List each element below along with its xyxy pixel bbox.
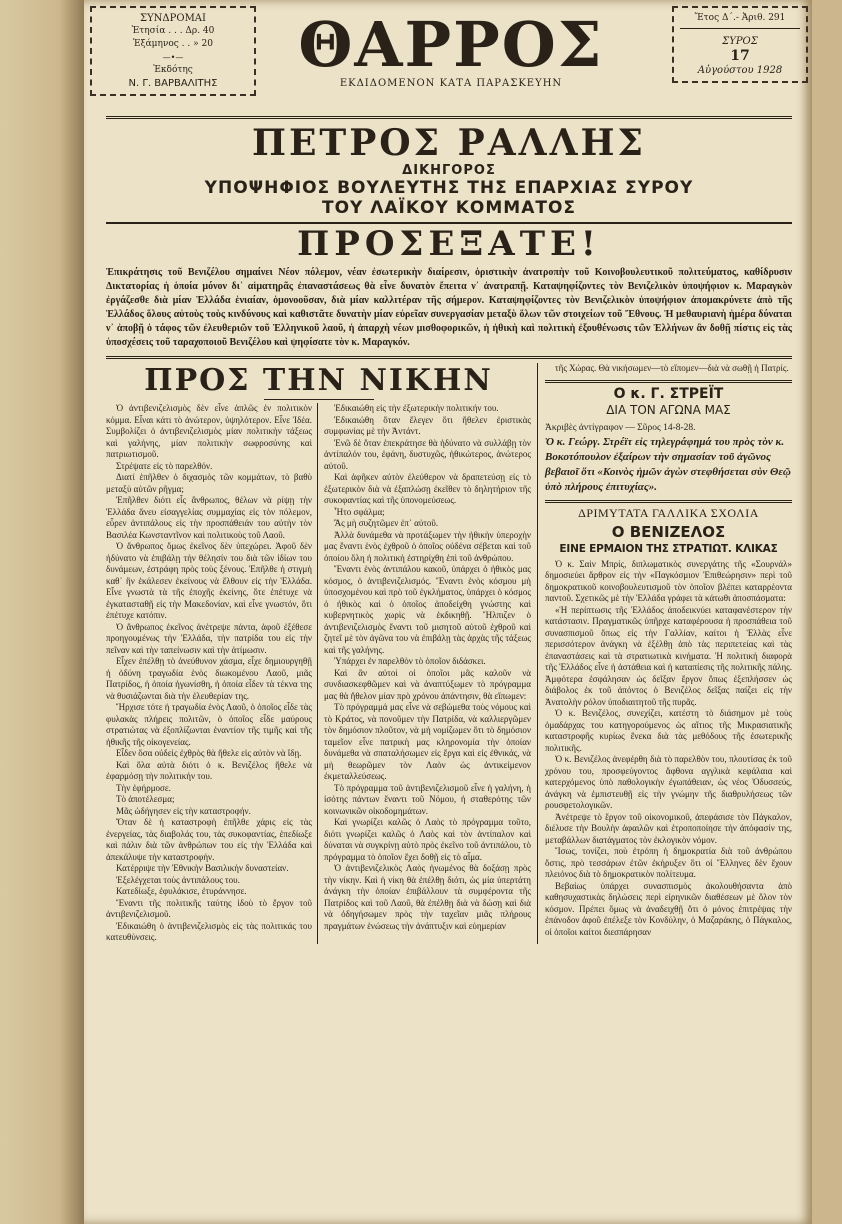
paragraph: Ὁ ἄνθρωπος ὅμως ἐκεῖνος δὲν ὑπεχώρει. Ἀφοῦ δὲν ἠδύνατο νὰ ἐπιβάλῃ τὴν θέλησίν του διὰ τῶν ἰδίων του δυνάμεων, ἐστράφη πρὸς τοὺς ξένους. Ἐπῆλθε ἡ στιγμὴ καθ᾿ ἣν ἐκάλεσεν ἐκείνους νὰ ἔλθουν εἰς τὴν Ἑλλάδα. Εἶνε γνωστὰ τὰ τῆς ἐποχῆς ἐκείνης, ὅτε ἐπέτυχε νὰ ἐγκατασταθῇ εἰς τὴν Μακεδονίαν, καὶ εἶνε γνωστόν, ὅτι ἐπέτυχε κατόπιν. bbox=[106, 541, 312, 620]
divider bbox=[264, 399, 374, 400]
paragraph: Ὁ κ. Βενιζέλος, συνεχίζει, κατέστη τὸ διάσημον μὲ τοὺς ὁμαδάρχας του κατηγορούμενος ὡς αἴτιος τῆς Μικρασιατικῆς καταστροφῆς κυρίως ἕνεκα διὰ τὰς μεθόδους τῆς ἐσωτερικῆς πολιτικῆς. bbox=[545, 708, 792, 753]
paragraph: Τὸ πρόγραμμα τοῦ ἀντιβενιζελισμοῦ εἶνε ἡ γαλήνη, ἡ ἰσότης πάντων ἔναντι τοῦ Νόμου, ἡ σταθερότης τῶν κοινωνικῶν οἰκοδομημάτων. bbox=[324, 782, 531, 816]
paragraph: Καὶ ὅλα αὐτὰ διότι ὁ κ. Βενιζέλος ἤθελε νὰ ἐφαρμόσῃ τὴν πολιτικήν του. bbox=[106, 759, 312, 781]
article1-continuation bbox=[545, 363, 792, 375]
scan-margin bbox=[0, 0, 84, 1224]
article3-subtitle: ΕΙΝΕ ΕΡΜΑΙΟΝ ΤΗΣ ΣΤΡΑΤΙΩΤ. ΚΛΙΚΑΣ bbox=[559, 542, 778, 555]
article1 bbox=[106, 363, 538, 944]
paragraph: Κατέρριψε τὴν Ἐθνικὴν Βασιλικὴν δυναστείαν. bbox=[116, 863, 289, 873]
paragraph: Μᾶς ὡδήγησεν εἰς τὴν καταστροφήν. bbox=[116, 805, 251, 816]
article-column-1 bbox=[106, 403, 318, 944]
paragraph: Ἔναντι ἑνὸς ἀντιπάλου κακοῦ, ὑπάρχει ὁ ἠθικὸς μας κόσμος, ὁ ἀντιβενιζελισμός. Ἔναντι ἑνὸς κόσμου μὴ ὑποσχομένου καὶ πρὸ τοῦ ἐγκλήματος, ὑπάρχει ὁ κόσμος ὁ ἠθικὸς καὶ ὁ ὁποῖος ἀποδείχθη γνώστης καὶ κυβερνητικὸς χωρὶς νὰ ἐκδικηθῇ. Ἤλπιζεν ὁ ἀντιβενιζελισμὸς ἔναντι τοῦ μισητοῦ αὐτοῦ ἐχθροῦ καὶ ζητεῖ μὲ τὸν ἀγῶνα του νὰ ἐπιβάλῃ τὰς ἀρχὰς τῆς τάξεως καὶ τῆς γαλήνης. bbox=[324, 564, 531, 655]
article1-body bbox=[106, 403, 531, 944]
paragraph: τῆς Χώρας. Θὰ νικήσωμεν—τὸ εἴπομεν—διὰ νὰ σωθῇ ἡ Πατρίς. bbox=[555, 363, 789, 373]
issue-day: 17 bbox=[730, 48, 750, 64]
paragraph: Τὸ πρόγραμμά μας εἶνε νὰ σεβώμεθα τοὺς νόμους καὶ τὸ Κράτος, νὰ πονοῦμεν τὴν Πατρίδα, νὰ καλλιεργῶμεν τὸν δημόσιον πλοῦτον, νὰ μὴ νομίζωμεν ὅτι τὸ δημόσιον ταμεῖον εἶνε πατρικὴ μας κληρονομία τὴν ὁποίαν δυνάμεθα νὰ σπαταλήσωμεν εἰς ἔργα καὶ εἰς ἐθνικάς, νὰ μὴ θεωρῶμεν τὸν Λαὸν ὡς ἀντικείμενον ἐκμεταλλεύσεως. bbox=[324, 702, 531, 781]
paragraph: Ἔναντι τῆς πολιτικῆς ταύτης ἰδοὺ τὸ ἔργον τοῦ ἀντιβενιζελισμοῦ. bbox=[106, 897, 312, 919]
paragraph: Τὴν ἐφήρμοσε. bbox=[116, 782, 171, 793]
newspaper-page bbox=[84, 0, 812, 1224]
paragraph: Ἐδικαιώθη ὁ ἀντιβενιζελισμὸς εἰς τὰς πολιτικάς του κατευθύνσεις. bbox=[106, 920, 312, 942]
paragraph: Βεβαίως ὑπάρχει συνασπισμὸς ἀκολουθήσαντα ἀπὸ καθησυχαστικὰς δηλώσεις περὶ εἰρηνικῶν διαθέσεων μὲ ὅλον τὸν κόσμον. Πρέπει ὅμως νὰ ἀναδειχθῇ ὅτι ὁ μόνος ἐπιτρέψας τὴν ἐπάνοδον ἀφοῦ ἐπέλεξε τὸν Κονδύλην, ὁ Μαζαράκης, ὁ Πάγκαλος, οἱ ὁποῖοι καίτοι διεσπάρησαν bbox=[545, 880, 792, 937]
candidate-notice bbox=[106, 123, 792, 218]
paragraph: Ἀνέτρεψε τὸ ἔργον τοῦ οἰκονομικοῦ, ἀπεφάσισε τὸν Πάγκαλον, διέλυσε τὴν Βουλὴν ἀφαιλῶν καὶ ἐτροποποίησε τὴν ἀπόφασίν της, μεταβάλλων διατάγματος τὸν ἐκλογικὸν νόμον. bbox=[545, 811, 792, 845]
divider bbox=[545, 500, 792, 503]
subscription-box bbox=[90, 6, 256, 96]
paragraph: Ὑπάρχει ἐν παρελθὸν τὸ ὁποῖον διδάσκει. bbox=[334, 656, 486, 666]
article-title-pros-tin-nikin: ΠΡΟΣ ΤΗΝ ΝΙΚΗΝ bbox=[144, 363, 493, 398]
paragraph: Ὁ κ. Σαὶν Μπρίς, διπλωματικὸς συνεργάτης τῆς «Σουρνάλ» δημοσιεύει ἄρθρον εἰς τὴν «Παγκόσμιον Ἐπιθεώρησιν» περὶ τοῦ δημοκρατικοῦ κοινοβουλευτισμοῦ τὸν ὁποῖον βλέπει καταρρέοντα παντοῦ. Σχετικῶς μὲ τὴν Ἑλλάδα γράφει τὰ κάτωθι ἀποσπάσματα: bbox=[545, 558, 792, 603]
paragraph: Ὁ κ. Βενιζέλος ἀνεφέρθη διὰ τὸ παρελθὸν του, πλουτίσας ἐκ τοῦ χρόνου του, προσφεύγοντος ἄφθονα αγγλικὰ κεφάλαια καὶ κατερχόμενος ὑπὸ παθολογικὴν ἐγωπάθειαν, ὡς νέος Ὀδυσσεύς, ἀνάγκη νὰ ἐμπιστευθῇ εἰς τὴν γνώμην τῆς διαθρυλήσεως τῶν ρουσφετολογικῶν. bbox=[545, 754, 792, 810]
paragraph: Διατί ἐπῆλθεν ὁ διχασμὸς τῶν κομμάτων, τὸ βαθὺ μεταξὺ αὐτῶν ρῆγμα; bbox=[106, 472, 312, 494]
candidate-line2: ΤΟΥ ΛΑΪΚΟΥ ΚΟΜΜΑΤΟΣ bbox=[321, 198, 577, 218]
article-column-2 bbox=[318, 403, 531, 944]
column-3 bbox=[538, 363, 792, 944]
paragraph: Ἐπῆλθεν διότι εἷς ἄνθρωπος, θέλων νὰ ρίψῃ τὴν Ἑλλάδα ἄνευ εἰσαγγελίας συμμαχίας εἰς τὸν πόλεμον, εὗρεν ἀντιπάλους εἰς τὴν προσπάθειάν του αὐτὴν τὸν Βασιλέα Κωνσταντῖνον καὶ πολιτικοὺς τοῦ Λαοῦ. bbox=[106, 495, 312, 540]
paragraph: Κατεδίωξε, ἐφυλάκισε, ἐτυράννησε. bbox=[116, 886, 247, 896]
paragraph: Στρέψατε εἰς τὸ παρελθόν. bbox=[116, 460, 213, 471]
streit-title: Ο κ. Γ. ΣΤΡΕΪΤ bbox=[613, 385, 724, 402]
paragraph: Ἦτο σφάλμα; bbox=[334, 506, 385, 517]
publisher-name: Ν. Γ. ΒΑΡΒΑΛΙΤΗΣ bbox=[128, 78, 218, 89]
paragraph: «Ἡ περίπτωσις τῆς Ἑλλάδος ἀποδεικνύει καταφανέστερον τὴν κατάστασιν. Πραγματικῶς ὑπῆρχε καταφέρουσα ἡ προσπάθεια τοῦ συνασπισμοῦ ὅπως εἰς τὴν Γαλλίαν, καίτοι ἡ Ἑλλὰς εἶνε περισσότερον ἀνάγκη νὰ ἐξέλθῃ ἀπὸ τὰς περιπετείας καὶ τὰς ἐπαναστάσεις καὶ τὰ στρατιωτικὰ κινήματα. Ἡ πολιτικὴ διαφορὰ τῆς Ἑλλάδος εἶνε ἡ ἀστάθεια καὶ ἡ καταπίεσις τῆς πολιτικῆς πάλης. Ἀμφότερα ἐσφάλησαν ὡς δεῖξαν ἔργον ὅπως ἐξεπλήσσεν ὡς διάβολος ἐκ τοῦ ἀπόντος ὁ Βενιζέλος δεῖξας παίζει εἰς τὴν Ἀνατολὴν ρόλον ὑποδιαιτητοῦ τῆς πυρᾶς. bbox=[545, 604, 792, 707]
paragraph: Τὸ ἀποτέλεσμα; bbox=[116, 794, 175, 804]
article3-title: Ο ΒΕΝΙΖΕΛΟΣ bbox=[611, 522, 726, 541]
masthead-area bbox=[106, 0, 792, 116]
divider bbox=[545, 380, 792, 383]
paragraph: Ἐξελέγχεται τοὺς ἀντιπάλους του. bbox=[116, 874, 240, 885]
candidate-profession: ΔΙΚΗΓΟΡΟΣ bbox=[402, 163, 496, 178]
streit-text: Ὁ κ. Γεώργ. Στρέϊτ εἰς τηλεγράφημά του πρὸς τὸν κ. Βοκοτόπουλον ἐξαίρων τὴν σημασίαν τοῦ ἀγῶνος βεβαιοῖ ὅτι «Κοινὸς ἡμῶν ἀγὼν στεφθήσεται σὺν Θεῷ ὑπὸ πλήρους ἐπιτυχίας». bbox=[545, 435, 791, 493]
paragraph: Ἂς μὴ συζητῶμεν ἐπ᾿ αὐτοῦ. bbox=[334, 518, 439, 528]
paragraph: Εἶχεν ἐπέλθῃ τὸ ἀνεύθυνον χάσμα, εἶχε δημιουργηθῇ ἡ ὀδύνη τραγωδία ἑνὸς διωκομένου Λαοῦ, μιᾶς Πατρίδος, ἡ ὁποία ἠγωνίσθη, ἡ ὁποία εἶδεν τὰ τέκνα της νὰ θυσιάζωνται διὰ τὴν ἐλευθερίαν της. bbox=[106, 656, 312, 701]
paragraph: Ὁ ἀντιβενιζελισμὸς δὲν εἶνε ἁπλῶς ἐν πολιτικὸν κόμμα. Εἶναι κάτι τὸ ἀνώτερον, ὑψηλότερον. Εἶνε Ἰδέα. Συμβολίζει ὁ ἀντιβενιζελισμὸς μίαν πολιτικὴν τάξεως καὶ γαλήνης, μίαν πολιτικὴν σωφροσύνης καὶ πατριωτισμοῦ. bbox=[106, 403, 312, 459]
issue-date: Αὐγούστου 1928 bbox=[697, 65, 783, 76]
paragraph: Εἶδεν ὅσα οὐδεὶς ἐχθρὸς θὰ ἤθελε εἰς αὐτὸν νὰ ἴδῃ. bbox=[116, 748, 302, 758]
streit-dateline: Ἀκριβὲς ἀντίγραφον — Σῦρος 14-8-28. bbox=[545, 422, 696, 433]
warning-title: ΠΡΟΣΕΞΑΤΕ! bbox=[297, 224, 601, 264]
issue-box bbox=[672, 6, 808, 83]
newspaper-subtitle: ΕΚΔΙΔΟΜΕΝΟΝ ΚΑΤΑ ΠΑΡΑΣΚΕΥΗΝ bbox=[339, 78, 563, 89]
paragraph: Ἤρχισε τότε ἡ τραγωδία ἑνὸς Λαοῦ, ὁ ὁποῖος εἶδε τὰς φυλακὰς πλήρεις πολιτῶν, ὁ ὁποῖος εἶδε μαύρους στρατιώτας νὰ ἐξοπλίζωνται ἐναντίον τῆς τιμῆς καὶ τῆς ἠθικῆς τῆς οἰκογενείας. bbox=[106, 702, 312, 747]
paragraph: Ἴσως, τονίζει, ποὺ ἐτρόπη ἡ δημοκρατία διὰ τοῦ ἀνθρώπου ὅστις, πρὸ τεσσάρων ἐτῶν ἐκήρυξεν ὅτι οἱ Ἕλληνες δὲν ἔχουν πλειόνος διὰ τὸ δημοκρατικὸν πολίτευμα. bbox=[545, 846, 792, 879]
article-columns bbox=[106, 363, 792, 944]
subscription-yearly: Ἐτησία . . . Δρ. 40 bbox=[131, 26, 215, 36]
publisher-label: Ἐκδότης bbox=[153, 65, 193, 75]
candidate-name: ΠΕΤΡΟΣ ΡΑΛΛΗΣ bbox=[252, 122, 646, 164]
paragraph: Ἐδικαιώθη ὅταν ἔλεγεν ὅτι ἤθελεν ἐριστικὰς συμφωνίας μὲ τὴν Ἀντάντ. bbox=[324, 414, 531, 436]
paragraph: Ὁ ἀντιβενιζελικὸς Λαὸς ἠνωμένος θὰ δοξάσῃ πρὸς τὴν νίκην. Καὶ ἡ νίκη θὰ ἐπέλθῃ διότι, ὡς μία ὑπερτάτη ἀνάγκη τὴν ὁποίαν ἐπιβάλλουν τὰ συμφέροντα τῆς Πατρίδος καὶ τοῦ Λαοῦ, θὰ ἐπέλθῃ διὰ νὰ δώσῃ καὶ διὰ νὰ ὁδηγήσωμεν πρὸς τὴν ταχεῖαν μιᾶς πλήρους πραγμάτων ἑνώσεως τὴν ἀνάπτυξιν καὶ εὐημερίαν bbox=[324, 863, 531, 931]
masthead bbox=[236, 8, 666, 89]
warning-text: Ἐπικράτησις τοῦ Βενιζέλου σημαίνει Νέον πόλεμον, νέαν ἐσωτερικὴν διαίρεσιν, ὁριστικὴν ἀνατροπὴν τοῦ Κοινοβουλευτικοῦ πολιτεύματος, καθίδρυσιν Δικτατορίας ἡ ὁποία μόνον δι᾿ αἱματηρᾶς ἐπαναστάσεως θὰ εἶνε δυνατὸν ἔπειτα ν᾿ ἀνατραπῇ. Καταψηφίζοντες τὸν Βενιζελικὸν ὑποψήφιον κ. Μαραγκὸν ἐργάζεσθε διὰ μίαν Ἑλλάδα ἑνιαίαν, ὁμονοοῦσαν, διὰ μίαν καλλιτέραν τῆς σήμερον. Καταψηφίζοντες τὸν Βενιζελικὸν ὑποψήφιον ἀπομακρύνετε ἀπὸ τῆς Ἑλλάδος ὅλους αὐτοὺς τοὺς κινδύνους καὶ καθιστᾶτε δυνατὴν μίαν εὐρεῖαν συνεργασίαν μεταξὺ ὅλων τῶν στοιχείων τοῦ Ἔθνους. Ἡ μεθαυριανὴ ἡμέρα δύναται ν᾿ ἀποβῇ ὁ τάφος τῶν ἐλευθεριῶν τοῦ Ἑλληνικοῦ λαοῦ, ἡ ἀπαρχὴ νέων μισθοφορικῶν, ἡ ἠθικὴ καὶ πολιτικὴ ἐξουθένωσις τῶν Ἑλλήνων ἂν δοθῇ πίστις εἰς τὰς ὑποσχέσεις τοῦ ταραχοποιοῦ Βενιζέλου καὶ ψηφίσατε τὸν κ. Μαραγκόν. bbox=[106, 267, 792, 348]
ornament-divider: —•— bbox=[162, 53, 184, 62]
article3-body bbox=[545, 559, 792, 939]
streit-subtitle: ΔΙΑ ΤΟΝ ΑΓΩΝΑ ΜΑΣ bbox=[606, 402, 731, 417]
subscription-half: Ἑξάμηνος . . » 20 bbox=[133, 39, 213, 49]
paragraph: Ἐδικαιώθη εἰς τὴν ἐξωτερικὴν πολιτικήν του. bbox=[334, 403, 499, 413]
paragraph: Καὶ ἂν αὐτοὶ οἱ ὁποῖοι μᾶς καλοῦν νὰ συνδιασκεφθῶμεν καὶ νὰ ἀναπτύξωμεν τὸ πρόγραμμα μας θὰ ἤθελον μίαν πρὸ χρόνου ἀπάντησιν, θὰ εἴπωμεν: bbox=[324, 667, 531, 701]
subscriptions-label: ΣΥΝΔΡΟΜΑΙ bbox=[140, 13, 206, 24]
candidate-line1: ΥΠΟΨΗΦΙΟΣ ΒΟΥΛΕΥΤΗΣ ΤΗΣ ΕΠΑΡΧΙΑΣ ΣΥΡΟΥ bbox=[204, 178, 694, 198]
paragraph: Ὅταν δὲ ἡ καταστροφὴ ἐπῆλθε χάρις εἰς τὰς ἐνεργείας, τὰς διαβολάς του, τὰς συκοφαντίας, ἐπεδίωξε καὶ πάλιν διὰ τῶν ἀνθρώπων του εἰς τὴν Ἑλλάδα καὶ ἀπεκάλυψε τὴν καταστροφήν. bbox=[106, 817, 312, 862]
article3-kicker: ΔΡΙΜΥΤΑΤΑ ΓΑΛΛΙΚΑ ΣΧΟΛΙΑ bbox=[578, 505, 759, 520]
paragraph: Καὶ ἀφῆκεν αὐτὸν ἐλεύθερον νὰ δραπετεύσῃ εἰς τὸ ἐξωτερικὸν διὰ νὰ ἐξαπλώσῃ ἐκεῖθεν τὸ δηλητήριον τῆς συκοφαντίας καὶ τῆς ὑπονομεύσεως. bbox=[324, 472, 531, 505]
divider bbox=[106, 116, 792, 119]
paragraph: Ἐνῶ δὲ ὅταν ἐπεκράτησε θὰ ἠδύνατο νὰ συλλάβῃ τὸν ἀντίπαλόν του, ἐφάνη, δυστυχῶς, ἠθικώτερος, ἀνώτερος αὐτοῦ. bbox=[324, 437, 531, 471]
issue-city: ΣΥΡΟΣ bbox=[722, 36, 758, 47]
issue-number: Ἔτος Δ΄.- Ἀριθ. 291 bbox=[680, 12, 800, 29]
newspaper-title: ΘΑΡΡΟΣ bbox=[298, 8, 604, 81]
divider bbox=[106, 356, 792, 359]
paragraph: Ὁ ἄνθρωπος ἐκεῖνος ἀνέτρεψε πάντα, ἀφοῦ ἐξέθεσε προηγουμένως τὴν Ἑλλάδα, τὴν πατρίδα του εἰς τὴν πεῖναν καὶ τὴν ταπείνωσιν καὶ τὴν ἀτίμωσιν. bbox=[106, 621, 312, 655]
paragraph: Ἀλλὰ δυνάμεθα νὰ προτάξωμεν τὴν ἠθικὴν ὑπεροχὴν μας ἔναντι ἑνὸς ἐχθροῦ ὁ ὁποῖος οὐδένα σέβεται καὶ τοῦ ὁποίου ὅλη ἡ πολιτικὴ ἐστηρίχθη ἐπὶ τοῦ ἀνθρώπου. bbox=[324, 529, 531, 563]
paragraph: Καὶ γνωρίζει καλῶς ὁ Λαὸς τὸ πρόγραμμα τοῦτο, διότι γνωρίζει καλῶς ὁ Λαὸς καὶ τὸν ἀντίπαλον καὶ δύναται νὰ συγκρίνῃ αὐτὸ πρὸς ἐκεῖνο τοῦ ἀντιπάλου, τὸ πρόγραμμα τὸ ὁποῖον ἔχει δοθῇ εἰς τὸ αἷμα. bbox=[324, 817, 531, 862]
